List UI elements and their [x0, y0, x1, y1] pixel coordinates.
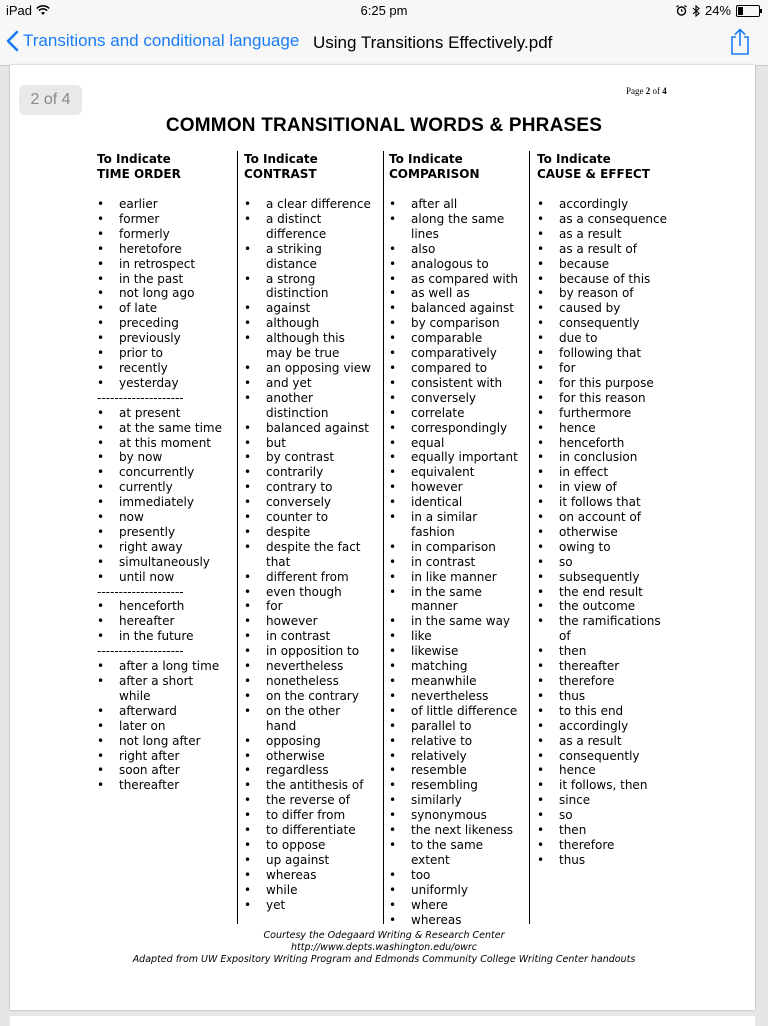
list-item: • the next likeness — [389, 823, 518, 838]
list-item: • soon after — [97, 763, 222, 778]
list-item: • uniformly — [389, 883, 518, 898]
list-item: • however — [389, 480, 518, 495]
list-item: • in contrast — [244, 629, 371, 644]
list-item: • as a consequence — [537, 212, 667, 227]
list-item: • hence — [537, 421, 667, 436]
list-item: • conversely — [389, 391, 518, 406]
list-item: • otherwise — [537, 525, 667, 540]
list-item: • whereas — [389, 913, 518, 928]
list-item: • although this — [244, 331, 371, 346]
list-item: • prior to — [97, 346, 222, 361]
column-time-order — [97, 152, 222, 793]
list-item: • for — [537, 361, 667, 376]
list-item: • also — [389, 242, 518, 257]
list-item: • an opposing view — [244, 361, 371, 376]
list-item: • otherwise — [244, 749, 371, 764]
list-item: • nevertheless — [244, 659, 371, 674]
list-item: • at this moment — [97, 436, 222, 451]
list-item: • immediately — [97, 495, 222, 510]
list-item: • accordingly — [537, 197, 667, 212]
list-item: • synonymous — [389, 808, 518, 823]
list-item: distance — [266, 256, 317, 271]
list-item: • however — [244, 614, 371, 629]
list-item: • too — [389, 868, 518, 883]
list-item: • comparatively — [389, 346, 518, 361]
list-item: • another — [244, 391, 371, 406]
list-item: • yesterday — [97, 376, 222, 391]
list-item: that — [266, 554, 291, 569]
list-item: difference — [266, 226, 327, 241]
list-item: • on the other — [244, 704, 371, 719]
list-item: • former — [97, 212, 222, 227]
contrast-list — [244, 197, 371, 913]
list-item: • afterward — [97, 704, 222, 719]
list-item: • owing to — [537, 540, 667, 555]
column-divider — [383, 151, 384, 924]
list-item: • to differ from — [244, 808, 371, 823]
list-item: distinction — [266, 286, 329, 301]
chevron-left-icon — [6, 30, 19, 52]
list-item: • despite the fact — [244, 540, 371, 555]
list-item: • analogous to — [389, 257, 518, 272]
share-icon — [730, 28, 750, 56]
clock: 6:25 pm — [360, 3, 408, 18]
list-item: • henceforth — [97, 599, 222, 614]
column-subheading: CAUSE & EFFECT — [537, 167, 650, 181]
list-item: • accordingly — [537, 719, 667, 734]
list-item: • relatively — [389, 749, 518, 764]
list-item: • in the same — [389, 585, 518, 600]
list-item: • the outcome — [537, 599, 667, 614]
list-item: • different from — [244, 570, 371, 585]
column-cause-effect — [537, 152, 667, 867]
list-item: • even though — [244, 585, 371, 600]
list-item: • matching — [389, 659, 518, 674]
list-item: • consequently — [537, 316, 667, 331]
list-item: distinction — [266, 405, 329, 420]
list-item: • resemble — [389, 763, 518, 778]
list-item: • resembling — [389, 778, 518, 793]
list-item: • where — [389, 898, 518, 913]
list-item: • because — [537, 257, 667, 272]
list-item: • yet — [244, 898, 371, 913]
list-item: • meanwhile — [389, 674, 518, 689]
list-item: • henceforth — [537, 436, 667, 451]
list-item: • at the same time — [97, 421, 222, 436]
list-item: • in the future — [97, 629, 222, 644]
list-item: • whereas — [244, 868, 371, 883]
list-item: • likewise — [389, 644, 518, 659]
list-item: • of little difference — [389, 704, 518, 719]
list-item: • correspondingly — [389, 421, 518, 436]
list-item: • now — [97, 510, 222, 525]
bluetooth-icon — [692, 5, 700, 17]
group-separator: -------------------- — [97, 390, 184, 405]
list-item: • to differentiate — [244, 823, 371, 838]
list-item: • since — [537, 793, 667, 808]
list-item: • to oppose — [244, 838, 371, 853]
list-item: • by comparison — [389, 316, 518, 331]
next-pdf-page — [10, 1016, 755, 1026]
group-separator: -------------------- — [97, 644, 184, 659]
column-contrast — [244, 152, 371, 912]
list-item: • recently — [97, 361, 222, 376]
list-item: • in the past — [97, 272, 222, 287]
list-item: • as compared with — [389, 272, 518, 287]
list-item: • in retrospect — [97, 257, 222, 272]
list-item: • relative to — [389, 734, 518, 749]
list-item: • against — [244, 301, 371, 316]
list-item: • counter to — [244, 510, 371, 525]
list-item: • like — [389, 629, 518, 644]
column-comparison — [389, 152, 518, 927]
list-item: • contrary to — [244, 480, 371, 495]
list-item: • nonetheless — [244, 674, 371, 689]
footer-url: http://www.depts.washington.edu/owrc — [290, 942, 478, 953]
list-item: • parallel to — [389, 719, 518, 734]
list-item: • balanced against — [244, 421, 371, 436]
list-item: • right after — [97, 749, 222, 764]
time-order-list — [97, 197, 222, 793]
list-item: • of late — [97, 301, 222, 316]
page-indicator: 2 of 4 — [19, 85, 82, 115]
list-item: • equivalent — [389, 465, 518, 480]
list-item: • until now — [97, 570, 222, 585]
list-item: • furthermore — [537, 406, 667, 421]
list-item: • after all — [389, 197, 518, 212]
list-item: • as a result of — [537, 242, 667, 257]
comparison-list — [389, 197, 518, 927]
list-item: • simultaneously — [97, 555, 222, 570]
list-item: • previously — [97, 331, 222, 346]
alarm-icon — [676, 5, 687, 16]
list-item: • because of this — [537, 272, 667, 287]
page-number-label: Page 2 of 4 — [626, 86, 667, 96]
column-subheading: TIME ORDER — [97, 167, 181, 181]
list-item: • equally important — [389, 450, 518, 465]
list-item: • hence — [537, 763, 667, 778]
list-item: • in conclusion — [537, 450, 667, 465]
list-item: • in like manner — [389, 570, 518, 585]
list-item: • a clear difference — [244, 197, 371, 212]
list-item: • the antithesis of — [244, 778, 371, 793]
list-item: • following that — [537, 346, 667, 361]
list-item: • for this purpose — [537, 376, 667, 391]
list-item: • so — [537, 808, 667, 823]
list-item: • after a long time — [97, 659, 222, 674]
list-item: • equal — [389, 436, 518, 451]
list-item: • right away — [97, 540, 222, 555]
list-item: • it follows that — [537, 495, 667, 510]
list-item: • heretofore — [97, 242, 222, 257]
column-divider — [529, 151, 530, 924]
column-heading: To Indicate — [97, 152, 171, 166]
list-item: • as a result — [537, 734, 667, 749]
list-item: • a distinct — [244, 212, 371, 227]
list-item: • correlate — [389, 406, 518, 421]
list-item: • at present — [97, 406, 222, 421]
column-heading: To Indicate — [244, 152, 318, 166]
list-item: • in opposition to — [244, 644, 371, 659]
list-item: • by now — [97, 450, 222, 465]
list-item: • in comparison — [389, 540, 518, 555]
column-heading: To Indicate — [537, 152, 611, 166]
list-item: • later on — [97, 719, 222, 734]
list-item: • comparable — [389, 331, 518, 346]
group-separator: -------------------- — [97, 584, 184, 599]
list-item: • not long after — [97, 734, 222, 749]
column-divider — [237, 151, 238, 924]
list-item: • along the same — [389, 212, 518, 227]
list-item: • hereafter — [97, 614, 222, 629]
list-item: • caused by — [537, 301, 667, 316]
list-item: • it follows, then — [537, 778, 667, 793]
status-bar — [0, 0, 768, 20]
list-item: • thereafter — [97, 778, 222, 793]
list-item: • opposing — [244, 734, 371, 749]
list-item: • for this reason — [537, 391, 667, 406]
page-heading: COMMON TRANSITIONAL WORDS & PHRASES — [165, 115, 603, 136]
list-item: • to this end — [537, 704, 667, 719]
list-item: • compared to — [389, 361, 518, 376]
list-item: extent — [411, 852, 450, 867]
list-item: • the reverse of — [244, 793, 371, 808]
list-item: • consistent with — [389, 376, 518, 391]
list-item: • balanced against — [389, 301, 518, 316]
list-item: • despite — [244, 525, 371, 540]
list-item: • thus — [537, 853, 667, 868]
column-heading: To Indicate — [389, 152, 463, 166]
list-item: • conversely — [244, 495, 371, 510]
list-item: • up against — [244, 853, 371, 868]
list-item: • presently — [97, 525, 222, 540]
list-item: • a strong — [244, 272, 371, 287]
list-item: • the ramifications — [537, 614, 667, 629]
list-item: while — [119, 688, 151, 703]
battery-percent: 24% — [704, 3, 731, 18]
list-item: • nevertheless — [389, 689, 518, 704]
list-item: • in contrast — [389, 555, 518, 570]
list-item: lines — [411, 226, 439, 241]
list-item: • preceding — [97, 316, 222, 331]
list-item: • the end result — [537, 585, 667, 600]
list-item: • for — [244, 599, 371, 614]
list-item: • in view of — [537, 480, 667, 495]
list-item: • thereafter — [537, 659, 667, 674]
list-item: • although — [244, 316, 371, 331]
list-item: • in a similar — [389, 510, 518, 525]
list-item: • after a short — [97, 674, 222, 689]
list-item: of — [559, 629, 571, 644]
list-item: • by contrast — [244, 450, 371, 465]
list-item: hand — [266, 718, 297, 733]
list-item: • by reason of — [537, 286, 667, 301]
list-item: • earlier — [97, 197, 222, 212]
list-item: fashion — [411, 524, 455, 539]
list-item: • as well as — [389, 286, 518, 301]
list-item: • on account of — [537, 510, 667, 525]
device-name: iPad — [6, 3, 33, 18]
list-item: • similarly — [389, 793, 518, 808]
footer-credit: Courtesy the Odegaard Writing & Research Center — [263, 930, 505, 941]
navigation-bar — [0, 20, 768, 66]
battery-icon — [736, 5, 760, 17]
list-item: • regardless — [244, 763, 371, 778]
list-item: • thus — [537, 689, 667, 704]
list-item: • but — [244, 436, 371, 451]
list-item: • on the contrary — [244, 689, 371, 704]
list-item: • identical — [389, 495, 518, 510]
list-item: • while — [244, 883, 371, 898]
list-item: • therefore — [537, 674, 667, 689]
list-item: • a striking — [244, 242, 371, 257]
list-item: • formerly — [97, 227, 222, 242]
list-item: • subsequently — [537, 570, 667, 585]
share-button[interactable] — [730, 28, 750, 61]
list-item: • consequently — [537, 749, 667, 764]
list-item: • due to — [537, 331, 667, 346]
back-button[interactable] — [6, 30, 299, 52]
list-item: • concurrently — [97, 465, 222, 480]
list-item: • and yet — [244, 376, 371, 391]
list-item: • as a result — [537, 227, 667, 242]
back-button-label: Transitions and conditional language — [23, 31, 300, 50]
list-item: manner — [411, 599, 458, 614]
list-item: • then — [537, 644, 667, 659]
footer-source: Adapted from UW Expository Writing Program and Edmonds Community College Writing Center handouts — [132, 954, 636, 965]
list-item: • in effect — [537, 465, 667, 480]
list-item: • contrarily — [244, 465, 371, 480]
list-item: • not long ago — [97, 286, 222, 301]
list-item: may be true — [266, 346, 340, 361]
list-item: • then — [537, 823, 667, 838]
list-item: • therefore — [537, 838, 667, 853]
list-item: • currently — [97, 480, 222, 495]
list-item: • so — [537, 555, 667, 570]
cause-effect-list — [537, 197, 667, 868]
document-title: Using Transitions Effectively.pdf — [313, 33, 553, 52]
list-item: • to the same — [389, 838, 518, 853]
column-subheading: CONTRAST — [244, 167, 317, 181]
column-subheading: COMPARISON — [389, 167, 480, 181]
list-item: • in the same way — [389, 614, 518, 629]
